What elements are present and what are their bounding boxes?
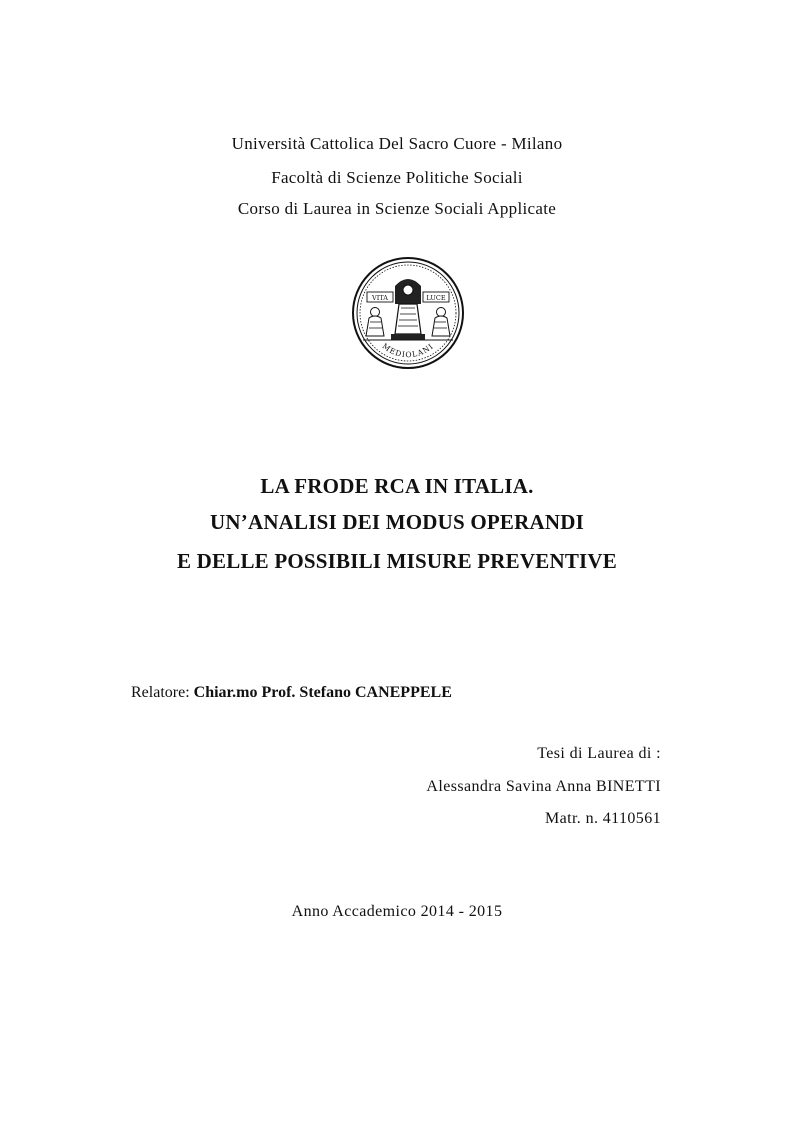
university-seal-logo <box>351 256 465 370</box>
university-name: Università Cattolica Del Sacro Cuore - Milano <box>231 134 563 153</box>
seal-inscription: MEDIOLANI <box>380 341 436 360</box>
thesis-title-line-2: UN’ANALISI DEI MODUS OPERANDI <box>210 510 584 534</box>
seal-banner-right: LUCE <box>426 294 446 302</box>
thesis-title-line-3: E DELLE POSSIBILI MISURE PREVENTIVE <box>177 549 617 573</box>
supervisor-name: Chiar.mo Prof. Stefano CANEPPELE <box>193 684 452 701</box>
author-name: Alessandra Savina Anna BINETTI <box>426 778 661 795</box>
seal-banner-left: VITA <box>372 294 388 302</box>
faculty-name: Facoltà di Scienze Politiche Sociali <box>271 168 523 187</box>
course-name: Corso di Laurea in Scienze Sociali Applicate <box>237 199 557 218</box>
matriculation-number: Matr. n. 4110561 <box>544 810 661 827</box>
supervisor-line <box>131 684 452 702</box>
thesis-title-line-1: LA FRODE RCA IN ITALIA. <box>260 474 534 498</box>
thesis-label: Tesi di Laurea di : <box>537 745 661 762</box>
supervisor-label: Relatore: <box>131 684 194 701</box>
academic-year: Anno Accademico 2014 - 2015 <box>291 903 503 920</box>
